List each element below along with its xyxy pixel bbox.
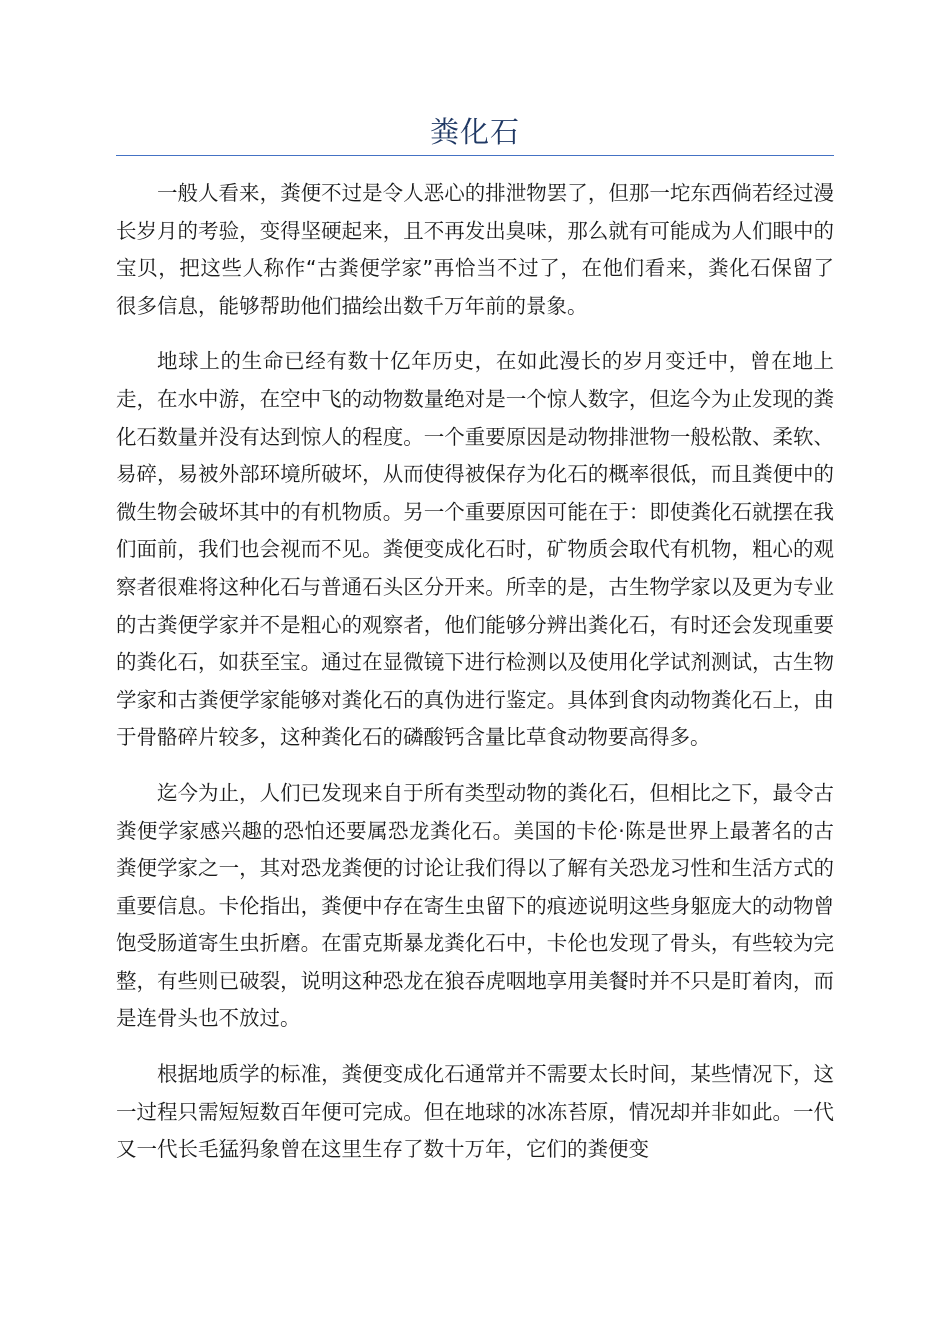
- paragraph-3: 迄今为止，人们已发现来自于所有类型动物的粪化石，但相比之下，最令古粪便学家感兴趣的恐怕还要属恐龙粪化石。美国的卡伦·陈是世界上最著名的古粪便学家之一，其对恐龙粪便的讨论让我们得以了解有关恐龙习性和生活方式的重要信息。卡伦指出，粪便中存在寄生虫留下的痕迹说明这些身躯庞大的动物曾饱受肠道寄生虫折磨。在雷克斯暴龙粪化石中，卡伦也发现了骨头，有些较为完整，有些则已破裂，说明这种恐龙在狼吞虎咽地享用美餐时并不只是盯着肉，而是连骨头也不放过。: [116, 780, 834, 1031]
- paragraph-2: 地球上的生命已经有数十亿年历史，在如此漫长的岁月变迁中，曾在地上走，在水中游，在空中飞的动物数量绝对是一个惊人数字，但迄今为止发现的粪化石数量并没有达到惊人的程度。一个重要原因是动物排泄物一般松散、柔软、易碎，易被外部环境所破坏，从而使得被保存为化石的概率很低，而且粪便中的微生物会破坏其中的有机物质。另一个重要原因可能在于：即使粪化石就摆在我们面前，我们也会视而不见。粪便变成化石时，矿物质会取代有机物，粗心的观察者很难将这种化石与普通石头区分开来。所幸的是，古生物学家以及更为专业的古粪便学家并不是粗心的观察者，他们能够分辨出粪化石，有时还会发现重要的粪化石，如获至宝。通过在显微镜下进行检测以及使用化学试剂测试，古生物学家和古粪便学家能够对粪化石的真伪进行鉴定。具体到食肉动物粪化石上，由于骨骼碎片较多，这种粪化石的磷酸钙含量比草食动物要高得多。: [116, 349, 834, 750]
- paragraph-1: 一般人看来，粪便不过是令人恶心的排泄物罢了，但那一坨东西倘若经过漫长岁月的考验，变得坚硬起来，且不再发出臭味，那么就有可能成为人们眼中的宝贝，把这些人称作“古粪便学家”再恰当不过了，在他们看来，粪化石保留了很多信息，能够帮助他们描绘出数千万年前的景象。: [116, 181, 834, 318]
- paragraph-4: 根据地质学的标准，粪便变成化石通常并不需要太长时间，某些情况下，这一过程只需短短数百年便可完成。但在地球的冰冻苔原，情况却并非如此。一代又一代长毛猛犸象曾在这里生存了数十万年，它们的粪便变: [116, 1062, 834, 1162]
- page-title: 粪化石: [429, 115, 520, 149]
- article-body: [116, 175, 834, 1187]
- title-underline: [116, 155, 834, 156]
